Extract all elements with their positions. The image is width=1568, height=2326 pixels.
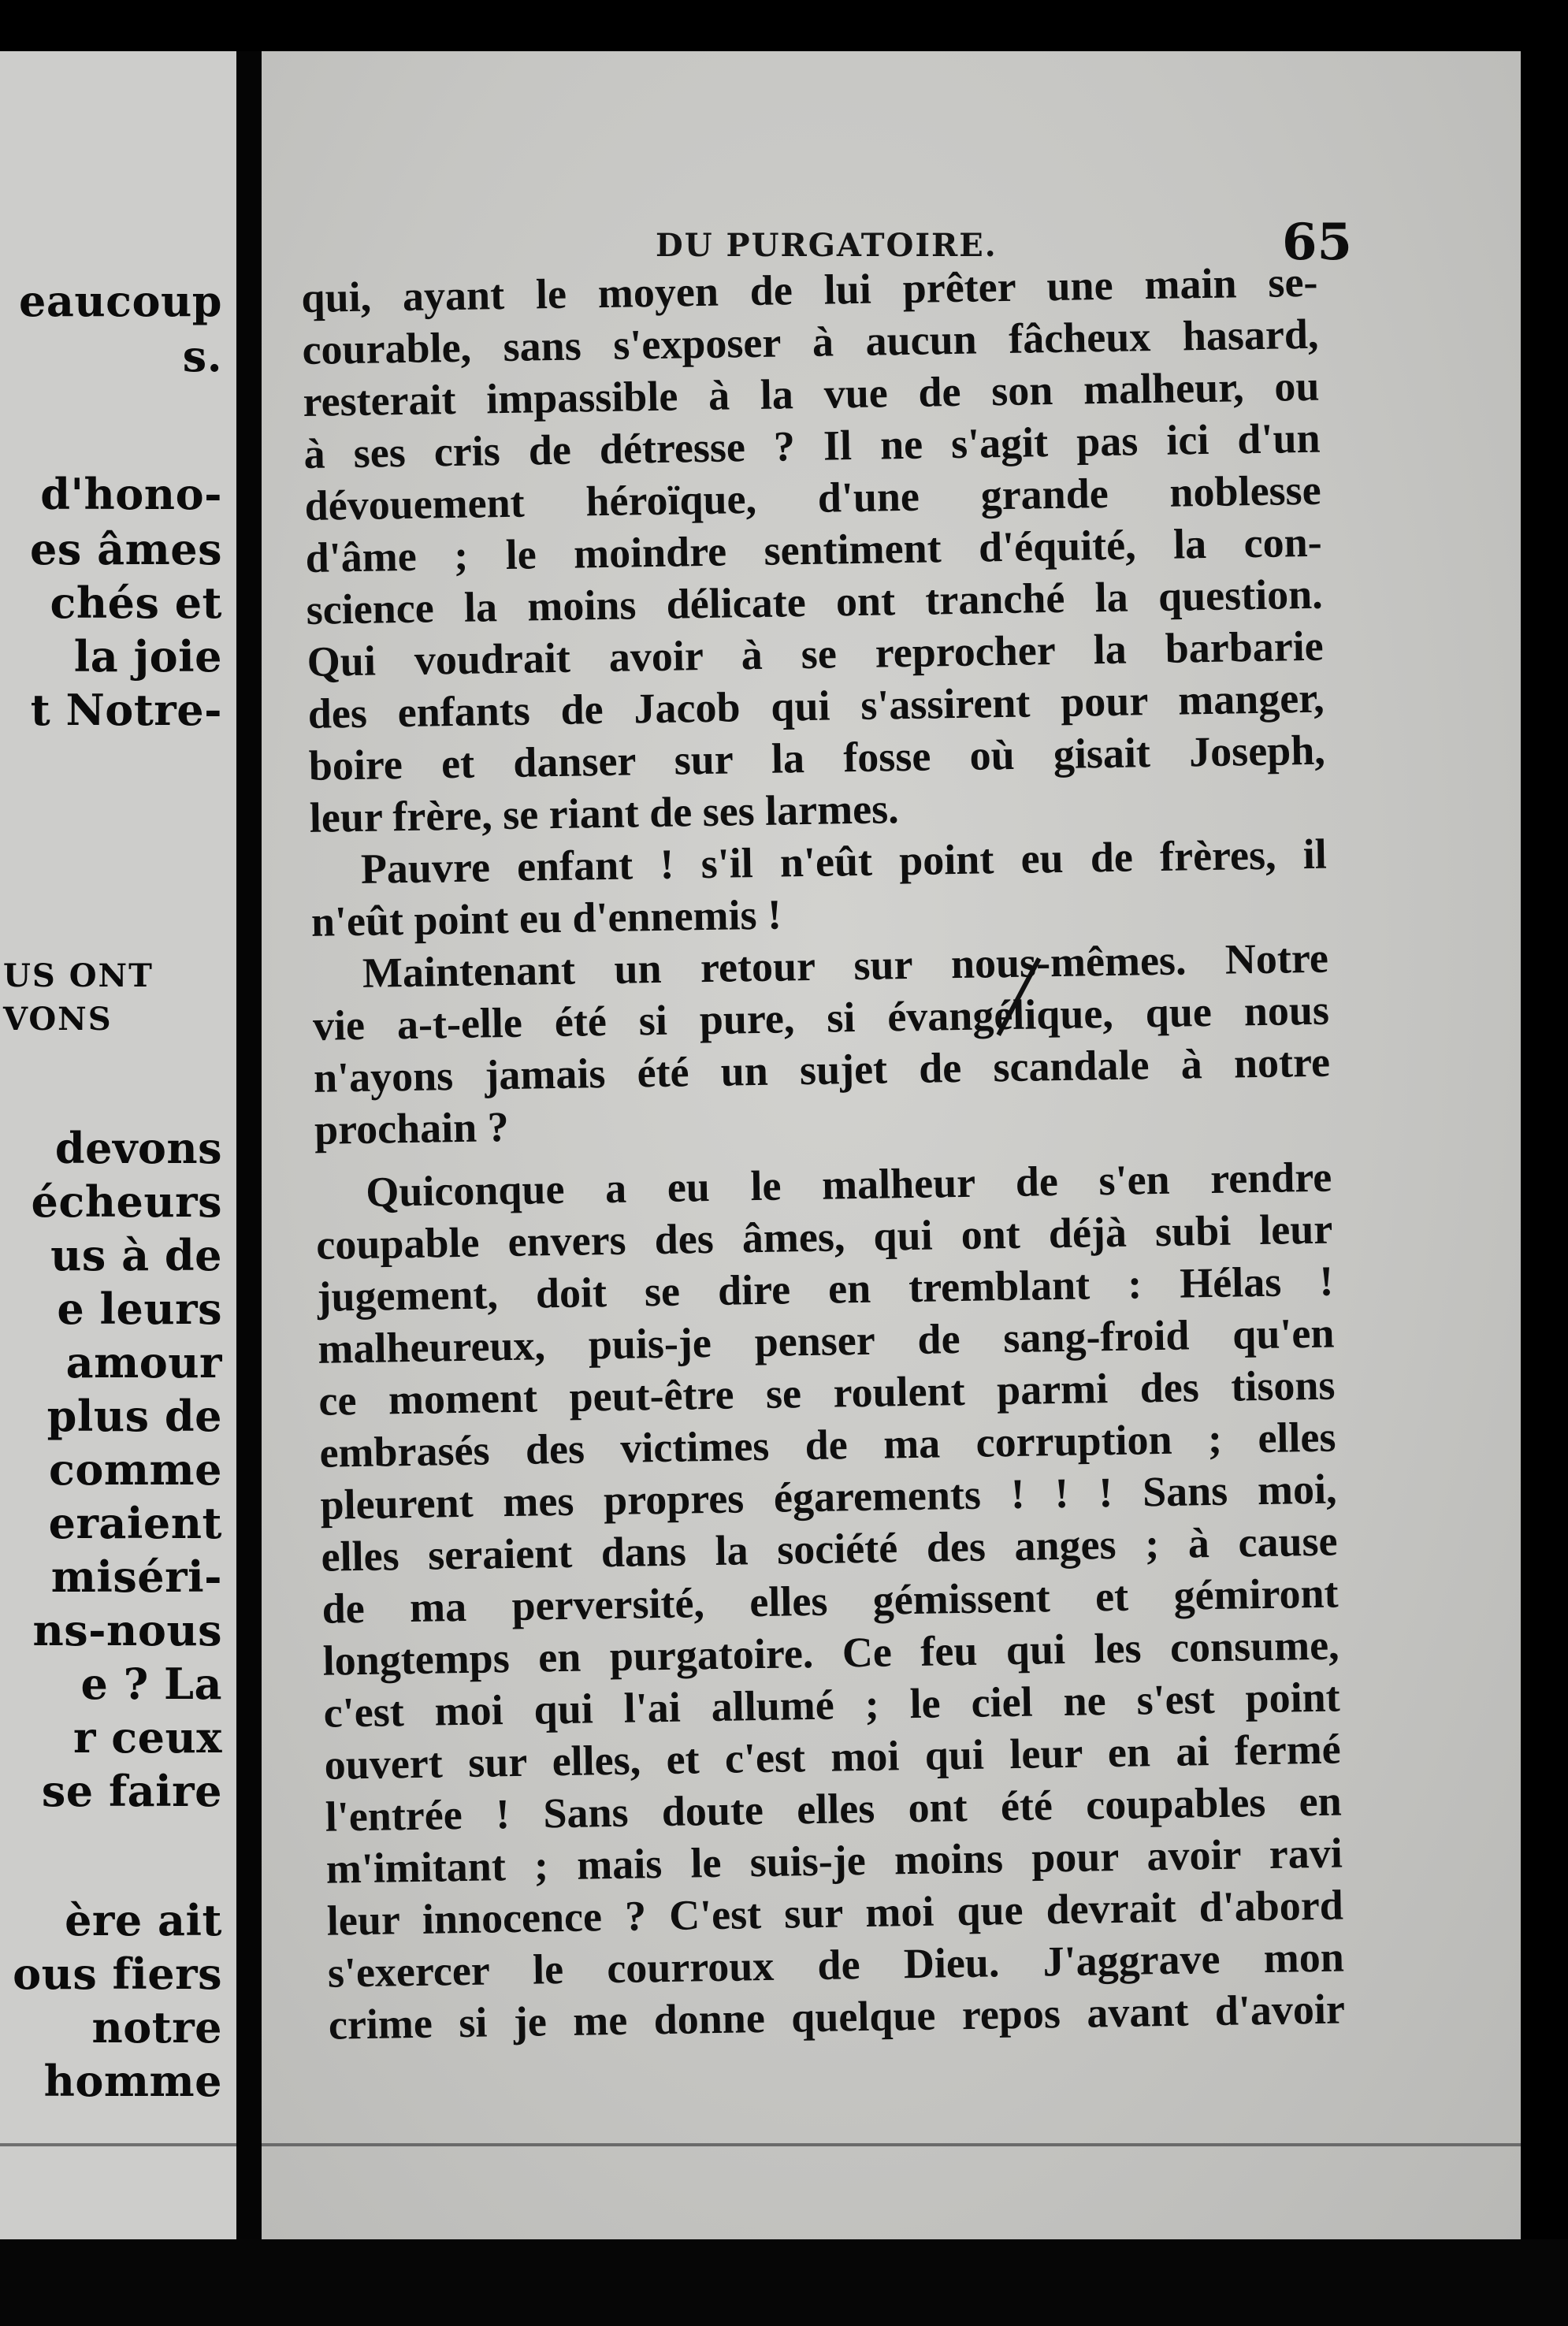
text-line: Pauvre enfant ! s'il n'eût point eu de frères, il [360, 830, 1328, 893]
text-line: ouvert sur elles, et c'est moi qui leur en ai fermé [324, 1725, 1342, 1789]
left-page-fragment: écheurs [31, 1176, 222, 1227]
left-page-fragment: plus de [46, 1391, 222, 1441]
text-line: longtemps en purgatoire. Ce feu qui les consume, [322, 1621, 1340, 1685]
text-line: Quiconque a eu le malheur de s'en rendre [365, 1153, 1332, 1216]
left-page-fragment: homme [43, 2056, 222, 2106]
left-page-fragment: es âmes [30, 524, 222, 574]
text-line: leur frère, se riant de ses larmes. [309, 785, 900, 842]
left-page-fragment: VONS [3, 1001, 113, 1038]
left-page-fragment: miséri- [50, 1551, 222, 1602]
text-line: des enfants de Jacob qui s'assirent pour manger, [307, 674, 1325, 738]
text-line: m'imitant ; mais le suis-je moins pour avoir ravi [325, 1829, 1343, 1893]
left-page-fragment: eaucoup [18, 276, 222, 326]
text-line: science la moins délicate ont tranché la question. [306, 570, 1324, 634]
text-line: malheureux, puis-je penser de sang-froid qu'en [318, 1309, 1335, 1373]
left-page-fragment: e ? La [80, 1659, 222, 1709]
text-line: coupable envers des âmes, qui ont déjà subi leur [315, 1205, 1333, 1269]
scan-border-bottom [0, 2239, 1568, 2326]
text-line: resterait impassible à la vue de son malheur, ou [303, 362, 1320, 425]
left-page-fragment: chés et [50, 578, 222, 628]
text-line: prochain ? [314, 1102, 510, 1154]
text-line: boire et danser sur la fosse où gisait Joseph, [308, 726, 1326, 790]
text-line: jugement, doit se dire en tremblant : Hélas ! [316, 1257, 1334, 1321]
text-line: n'eût point eu d'ennemis ! [310, 890, 782, 946]
text-line: vie a-t-elle été si pure, si évangélique, que nous [312, 986, 1330, 1050]
text-line: c'est moi qui l'ai allumé ; le ciel ne s'est point [323, 1673, 1341, 1737]
text-line: pleurent mes propres égarements ! ! ! Sans moi, [320, 1465, 1337, 1529]
left-page-fragment: US ONT [3, 957, 154, 994]
text-line: courable, sans s'exposer à aucun fâcheux hasard, [302, 310, 1319, 373]
text-line: Maintenant un retour sur nous-mêmes. Notre [362, 934, 1329, 997]
left-page-fragment: s. [182, 331, 222, 381]
left-page-fragment: eraient [48, 1498, 222, 1548]
text-line: l'entrée ! Sans doute elles ont été coupables en [325, 1777, 1343, 1841]
left-page-fragment: t Notre- [30, 685, 222, 735]
text-line: leur innocence ? C'est sur moi que devrait d'abord [326, 1881, 1344, 1945]
left-page-fragment: notre [91, 2002, 222, 2053]
text-line: embrasés des victimes de ma corruption ; elles [319, 1413, 1336, 1477]
running-title: DU PURGATOIRE. [656, 227, 998, 264]
text-line: Qui voudrait avoir à se reprocher la barbarie [307, 622, 1325, 686]
text-line: d'âme ; le moindre sentiment d'équité, la con- [305, 518, 1323, 582]
left-page-fragment: us à de [50, 1230, 222, 1280]
text-line: crime si je me donne quelque repos avant d'avoir [328, 1985, 1346, 2049]
body-text [301, 256, 1345, 2051]
page-number: 65 [1282, 213, 1353, 272]
left-page-fragment: se faire [41, 1766, 222, 1816]
scan-border-top [0, 0, 1568, 55]
text-line: ce moment peut-être se roulent parmi des tisons [318, 1361, 1336, 1425]
book-gutter [236, 51, 262, 2257]
left-page-fragment: d'hono- [40, 469, 222, 519]
left-page-fragment: e leurs [57, 1284, 222, 1334]
left-page-fragment: amour [65, 1337, 222, 1388]
left-page-fragment: devons [54, 1123, 222, 1173]
left-page-bottom-rule [0, 2143, 236, 2146]
scan-border-right [1521, 0, 1568, 2326]
left-page-fragment: r ceux [73, 1712, 222, 1763]
left-page-fragment: ns-nous [32, 1605, 222, 1655]
left-page-fragment: comme [48, 1444, 222, 1495]
text-line: dévouement héroïque, d'une grande noblesse [304, 466, 1321, 529]
right-page [262, 51, 1522, 2257]
left-page-edge [0, 51, 236, 2257]
page-bottom-rule [262, 2143, 1522, 2146]
left-page-fragment: ère ait [65, 1895, 222, 1945]
text-line: elles seraient dans la société des anges ; à cause [321, 1517, 1338, 1581]
text-line: qui, ayant le moyen de lui prêter une main se- [301, 258, 1318, 321]
text-line: à ses cris de détresse ? Il ne s'agit pas ici d'un [303, 414, 1321, 477]
text-line: de ma perversité, elles gémissent et gémiront [321, 1569, 1339, 1633]
left-page-fragment: la joie [73, 631, 222, 682]
text-line: n'ayons jamais été un sujet de scandale à notre [313, 1038, 1331, 1102]
text-line: s'exercer le courroux de Dieu. J'aggrave mon [327, 1933, 1345, 1997]
left-page-fragment: ous fiers [13, 1949, 222, 1999]
